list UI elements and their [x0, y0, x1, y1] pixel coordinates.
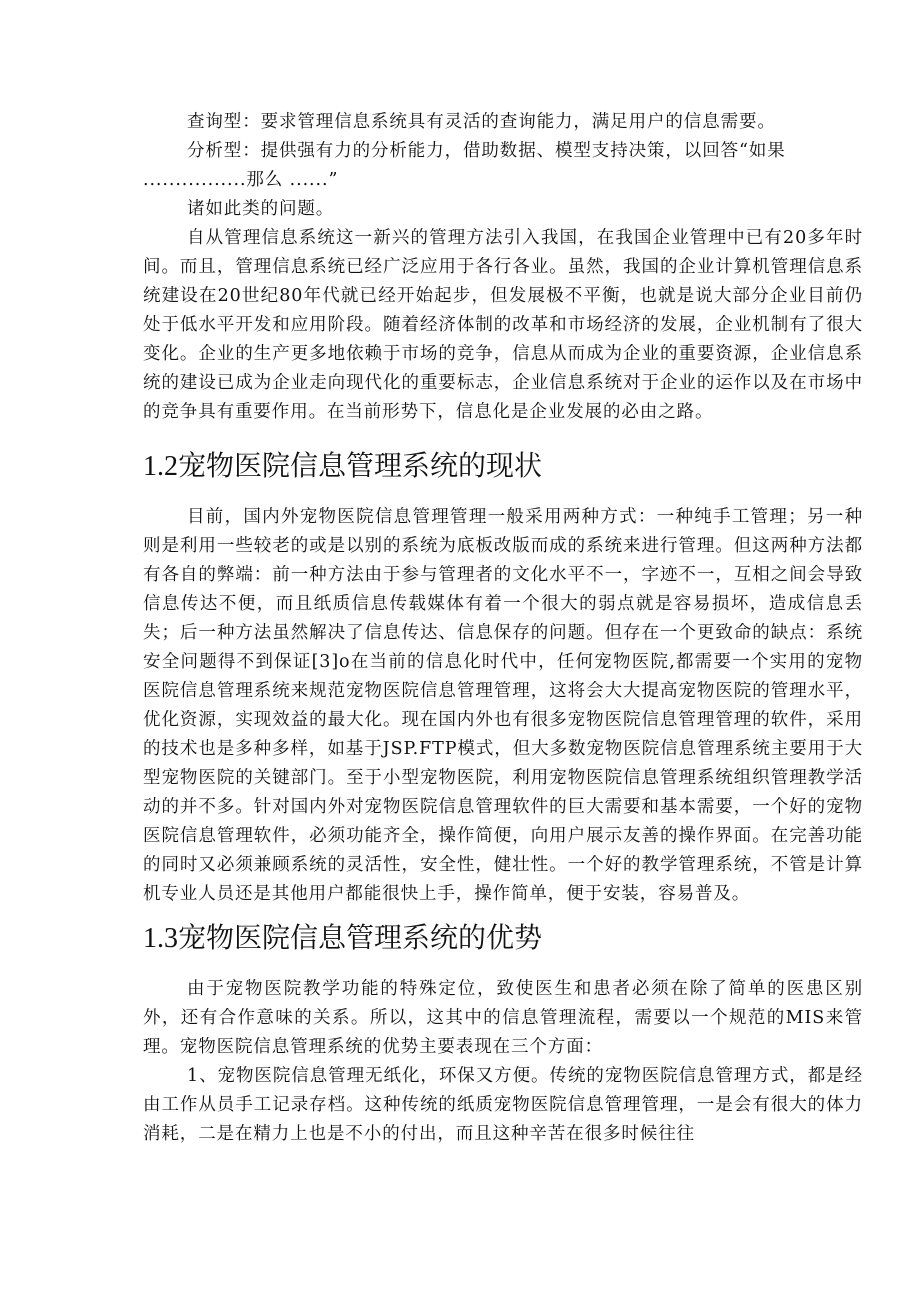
- analysis-type-line: 分析型：提供强有力的分析能力，借助数据、模型支持决策，以回答“如果: [187, 141, 786, 161]
- section-1-3-paragraph-1: 由于宠物医院教学功能的特殊定位，致使医生和患者必须在除了简单的医患区别外，还有合作意味的关系。所以，这其中的信息管理流程，需要以一个规范的MIS来管理。宠物医院信息管理系统的优势主要表现在三个方面：: [143, 979, 863, 1057]
- dots-line: ................那么 ......”: [143, 170, 339, 190]
- section-1-2-paragraph: 目前，国内外宠物医院信息管理管理一般采用两种方式：一种纯手工管理；另一种则是利用一些较老的或是以别的系统为底板改版而成的系统来进行管理。但这两种方法都有各自的弊端：前一种方法由于参与管理者的文化水平不一，字迹不一，互相之间会导致信息传达不便，而且纸质信息传载媒体有着一个很大的弱点就是容易损坏，造成信息丢失；后一种方法虽然解决了信息传达、信息保存的问题。但存在一个更致命的缺点：系统安全问题得不到保证[3]o在当前的信息化时代中，任何宠物医院,都需要一个实用的宠物医院信息管理系统来规范宠物医院信息管理管理，这将会大大提高宠物医院的管理水平，优化资源，实现效益的最大化。现在国内外也有很多宠物医院信息管理管理的软件，采用的技术也是多种多样，如基于JSP.FTP模式，但大多数宠物医院信息管理系统主要用于大型宠物医院的关键部门。至于小型宠物医院，利用宠物医院信息管理系统组织管理教学活动的并不多。针对国内外对宠物医院信息管理软件的巨大需要和基本需要，一个好的宠物医院信息管理软件，必须功能齐全，操作简便，向用户展示友善的操作界面。在完善功能的同时又必须兼顾系统的灵活性，安全性，健壮性。一个好的教学管理系统，不管是计算机专业人员还是其他用户都能很快上手，操作简单，便于安装，容易普及。: [143, 507, 863, 904]
- page-content: [143, 108, 863, 1149]
- similar-questions-line: 诸如此类的问题。: [187, 199, 335, 219]
- section-heading-1-2: 1.2宠物医院信息管理系统的现状: [143, 451, 543, 482]
- section-heading-1-3: 1.3宠物医院信息管理系统的优势: [143, 923, 543, 954]
- intro-paragraph: 自从管理信息系统这一新兴的管理方法引入我国，在我国企业管理中已有20多年时间。而且，管理信息系统已经广泛应用于各行各业。虽然，我国的企业计算机管理信息系统建设在20世纪80年代就已经开始起步，但发展极不平衡，也就是说大部分企业目前仍处于低水平开发和应用阶段。随着经济体制的改革和市场经济的发展，企业机制有了很大变化。企业的生产更多地依赖于市场的竞争，信息从而成为企业的重要资源，企业信息系统的建设已成为企业走向现代化的重要标志，企业信息系统对于企业的运作以及在市场中的竞争具有重要作用。在当前形势下，信息化是企业发展的必由之路。: [143, 228, 863, 422]
- query-type-line: 查询型：要求管理信息系统具有灵活的查询能力，满足用户的信息需要。: [187, 112, 776, 132]
- section-1-3-paragraph-2: 1、宠物医院信息管理无纸化，环保又方便。传统的宠物医院信息管理方式，都是经由工作从员手工记录存档。这种传统的纸质宠物医院信息管理管理，一是会有很大的体力消耗，二是在精力上也是不小的付出，而且这种辛苦在很多时候往往: [143, 1066, 863, 1144]
